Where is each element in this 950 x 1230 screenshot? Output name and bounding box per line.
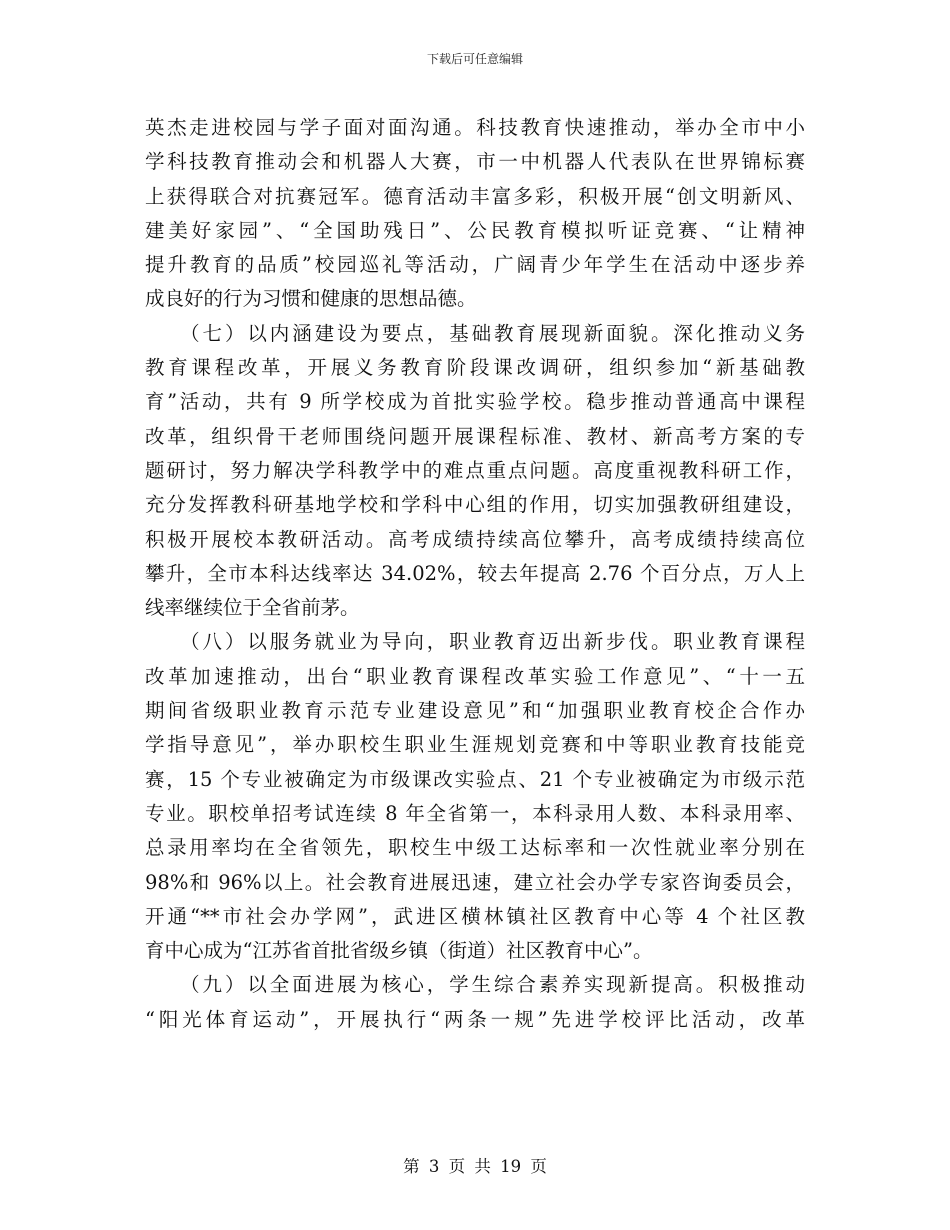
text-line: 总录用率均在全省领先，职校生中级工达标率和一次性就业率分别在 xyxy=(145,836,805,860)
text-line: 提升教育的品质”校园巡礼等活动，广阔青少年学生在活动中逐步养 xyxy=(145,253,805,277)
text-line: 积极开展校本教研活动。高考成绩持续高位攀升，高考成绩持续高位 xyxy=(145,527,805,551)
text-line: 期间省级职业教育示范专业建设意见”和“加强职业教育校企合作办 xyxy=(145,699,805,723)
text-line: （九）以全面进展为核心，学生综合素养实现新提高。积极推动 xyxy=(145,973,805,997)
page-header: 下载后可任意编辑 xyxy=(426,52,523,66)
text-line: 学科技教育推动会和机器人大赛，市一中机器人代表队在世界锦标赛 xyxy=(145,150,805,174)
text-line: 攀升，全市本科达线率达 34.02%，较去年提高 2.76 个百分点，万人上 xyxy=(145,561,805,585)
text-line: 题研讨，努力解决学科教学中的难点重点问题。高度重视教科研工作， xyxy=(145,458,805,482)
text-line: 上获得联合对抗赛冠军。德育活动丰富多彩，积极开展“创文明新风、 xyxy=(145,184,805,208)
text-line: 开通“**市社会办学网”，武进区横林镇社区教育中心等 4 个社区教 xyxy=(145,904,805,928)
text-line: 育中心成为“江苏省首批省级乡镇（街道）社区教育中心”。 xyxy=(145,939,653,963)
text-line: 育”活动，共有 9 所学校成为首批实验学校。稳步推动普通高中课程 xyxy=(145,390,805,414)
text-line: 线率继续位于全省前茅。 xyxy=(145,596,360,620)
text-line: 成良好的行为习惯和健康的思想品德。 xyxy=(145,287,477,311)
text-line: 赛，15 个专业被确定为市级课改实验点、21 个专业被确定为市级示范 xyxy=(145,767,805,791)
document-body xyxy=(145,111,805,1037)
text-line: （八）以服务就业为导向，职业教育迈出新步伐。职业教育课程 xyxy=(145,630,805,654)
text-line: 学指导意见”，举办职校生职业生涯规划竞赛和中等职业教育技能竞 xyxy=(145,733,805,757)
page-footer: 第 3 页 共 19 页 xyxy=(403,1157,547,1176)
text-line: 专业。职校单招考试连续 8 年全省第一，本科录用人数、本科录用率、 xyxy=(145,801,805,825)
text-line: 英杰走进校园与学子面对面沟通。科技教育快速推动，举办全市中小 xyxy=(145,116,805,139)
text-line: 建美好家园”、“全国助残日”、公民教育模拟听证竞赛、“让精神 xyxy=(145,218,805,242)
text-line: （七）以内涵建设为要点，基础教育展现新面貌。深化推动义务 xyxy=(145,321,805,345)
text-line: 充分发挥教科研基地学校和学科中心组的作用，切实加强教研组建设， xyxy=(145,493,805,517)
text-line: 改革加速推动，出台“职业教育课程改革实验工作意见”、“十一五 xyxy=(145,664,805,688)
text-line: 98%和 96%以上。社会教育进展迅速，建立社会办学专家咨询委员会， xyxy=(145,870,805,894)
text-line: “阳光体育运动”，开展执行“两条一规”先进学校评比活动，改革 xyxy=(145,1007,805,1031)
text-line: 改革，组织骨干老师围绕问题开展课程标准、教材、新高考方案的专 xyxy=(145,424,805,448)
text-line: 教育课程改革，开展义务教育阶段课改调研，组织参加“新基础教 xyxy=(145,356,805,380)
